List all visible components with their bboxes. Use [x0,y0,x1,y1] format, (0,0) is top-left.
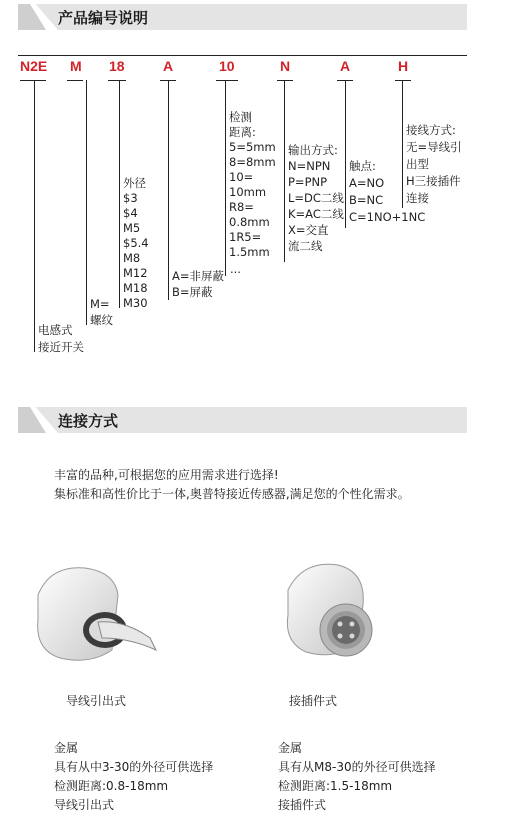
connector-line [119,80,120,308]
code-thread: M [70,58,82,74]
connector-line [168,80,169,300]
label-connection: 接线方式: 无=导线引 出型 H三接插件 连接 [406,123,462,205]
code-top-rule [18,55,467,56]
code-shield: A [163,58,174,74]
label-contact: 触点: A=NO B=NC C=1NO+1NC [349,159,426,224]
section-header-connection [18,407,467,433]
connector-line [34,80,35,352]
section-title: 产品编号说明 [58,9,149,27]
product-caption: 导线引出式 [66,694,127,708]
code-underline [108,80,126,81]
code-underline [67,80,83,81]
code-underline [277,80,293,81]
connector-line [345,80,346,228]
label-diameter: 外径 $3 $4 M5 $5.4 M8 M12 M18 M30 [123,176,149,310]
section-title: 连接方式 [58,412,119,430]
label-distance-more: ... [230,262,241,276]
code-connection: H [398,58,409,74]
label-sensor-type: 电感式 接近开关 [38,323,84,354]
product-caption: 接插件式 [289,694,338,708]
code-underline [216,80,238,81]
label-thread: M= 螺纹 [90,297,113,327]
label-shield: A=非屏蔽 B=屏蔽 [172,269,225,299]
code-diameter: 18 [109,58,125,74]
code-series: N2E [20,58,48,74]
cable-sensor-image [30,560,160,670]
code-underline [20,80,46,81]
code-output: N [280,58,291,74]
connector-sensor-image [278,560,388,670]
connector-line [225,80,226,276]
intro-text: 丰富的品种,可根据您的应用需求进行选择! 集标准和高性价比于一体,奥普特接近传感器,满足您的个性化需求。 [54,468,410,501]
code-contact: A [340,58,351,74]
product-description-cable: 金属 具有从中3-30的外径可供选择 检测距离:0.8-18mm 导线引出式 [54,741,214,812]
connector-line [86,80,87,325]
section-header-product-code [18,4,467,30]
label-distance: 检测 距离: 5=5mm 8=8mm 10= 10mm R8= 0.8mm 1R5= 1.5mm [229,110,276,259]
connector-line [284,80,285,262]
label-output: 输出方式: N=NPN P=PNP L=DC二线 K=AC二线 X=交直 流二线 [288,143,344,253]
code-underline [395,80,411,81]
product-description-connector: 金属 具有从M8-30的外径可供选择 检测距离:1.5-18mm 接插件式 [278,741,436,812]
code-distance: 10 [219,58,235,74]
